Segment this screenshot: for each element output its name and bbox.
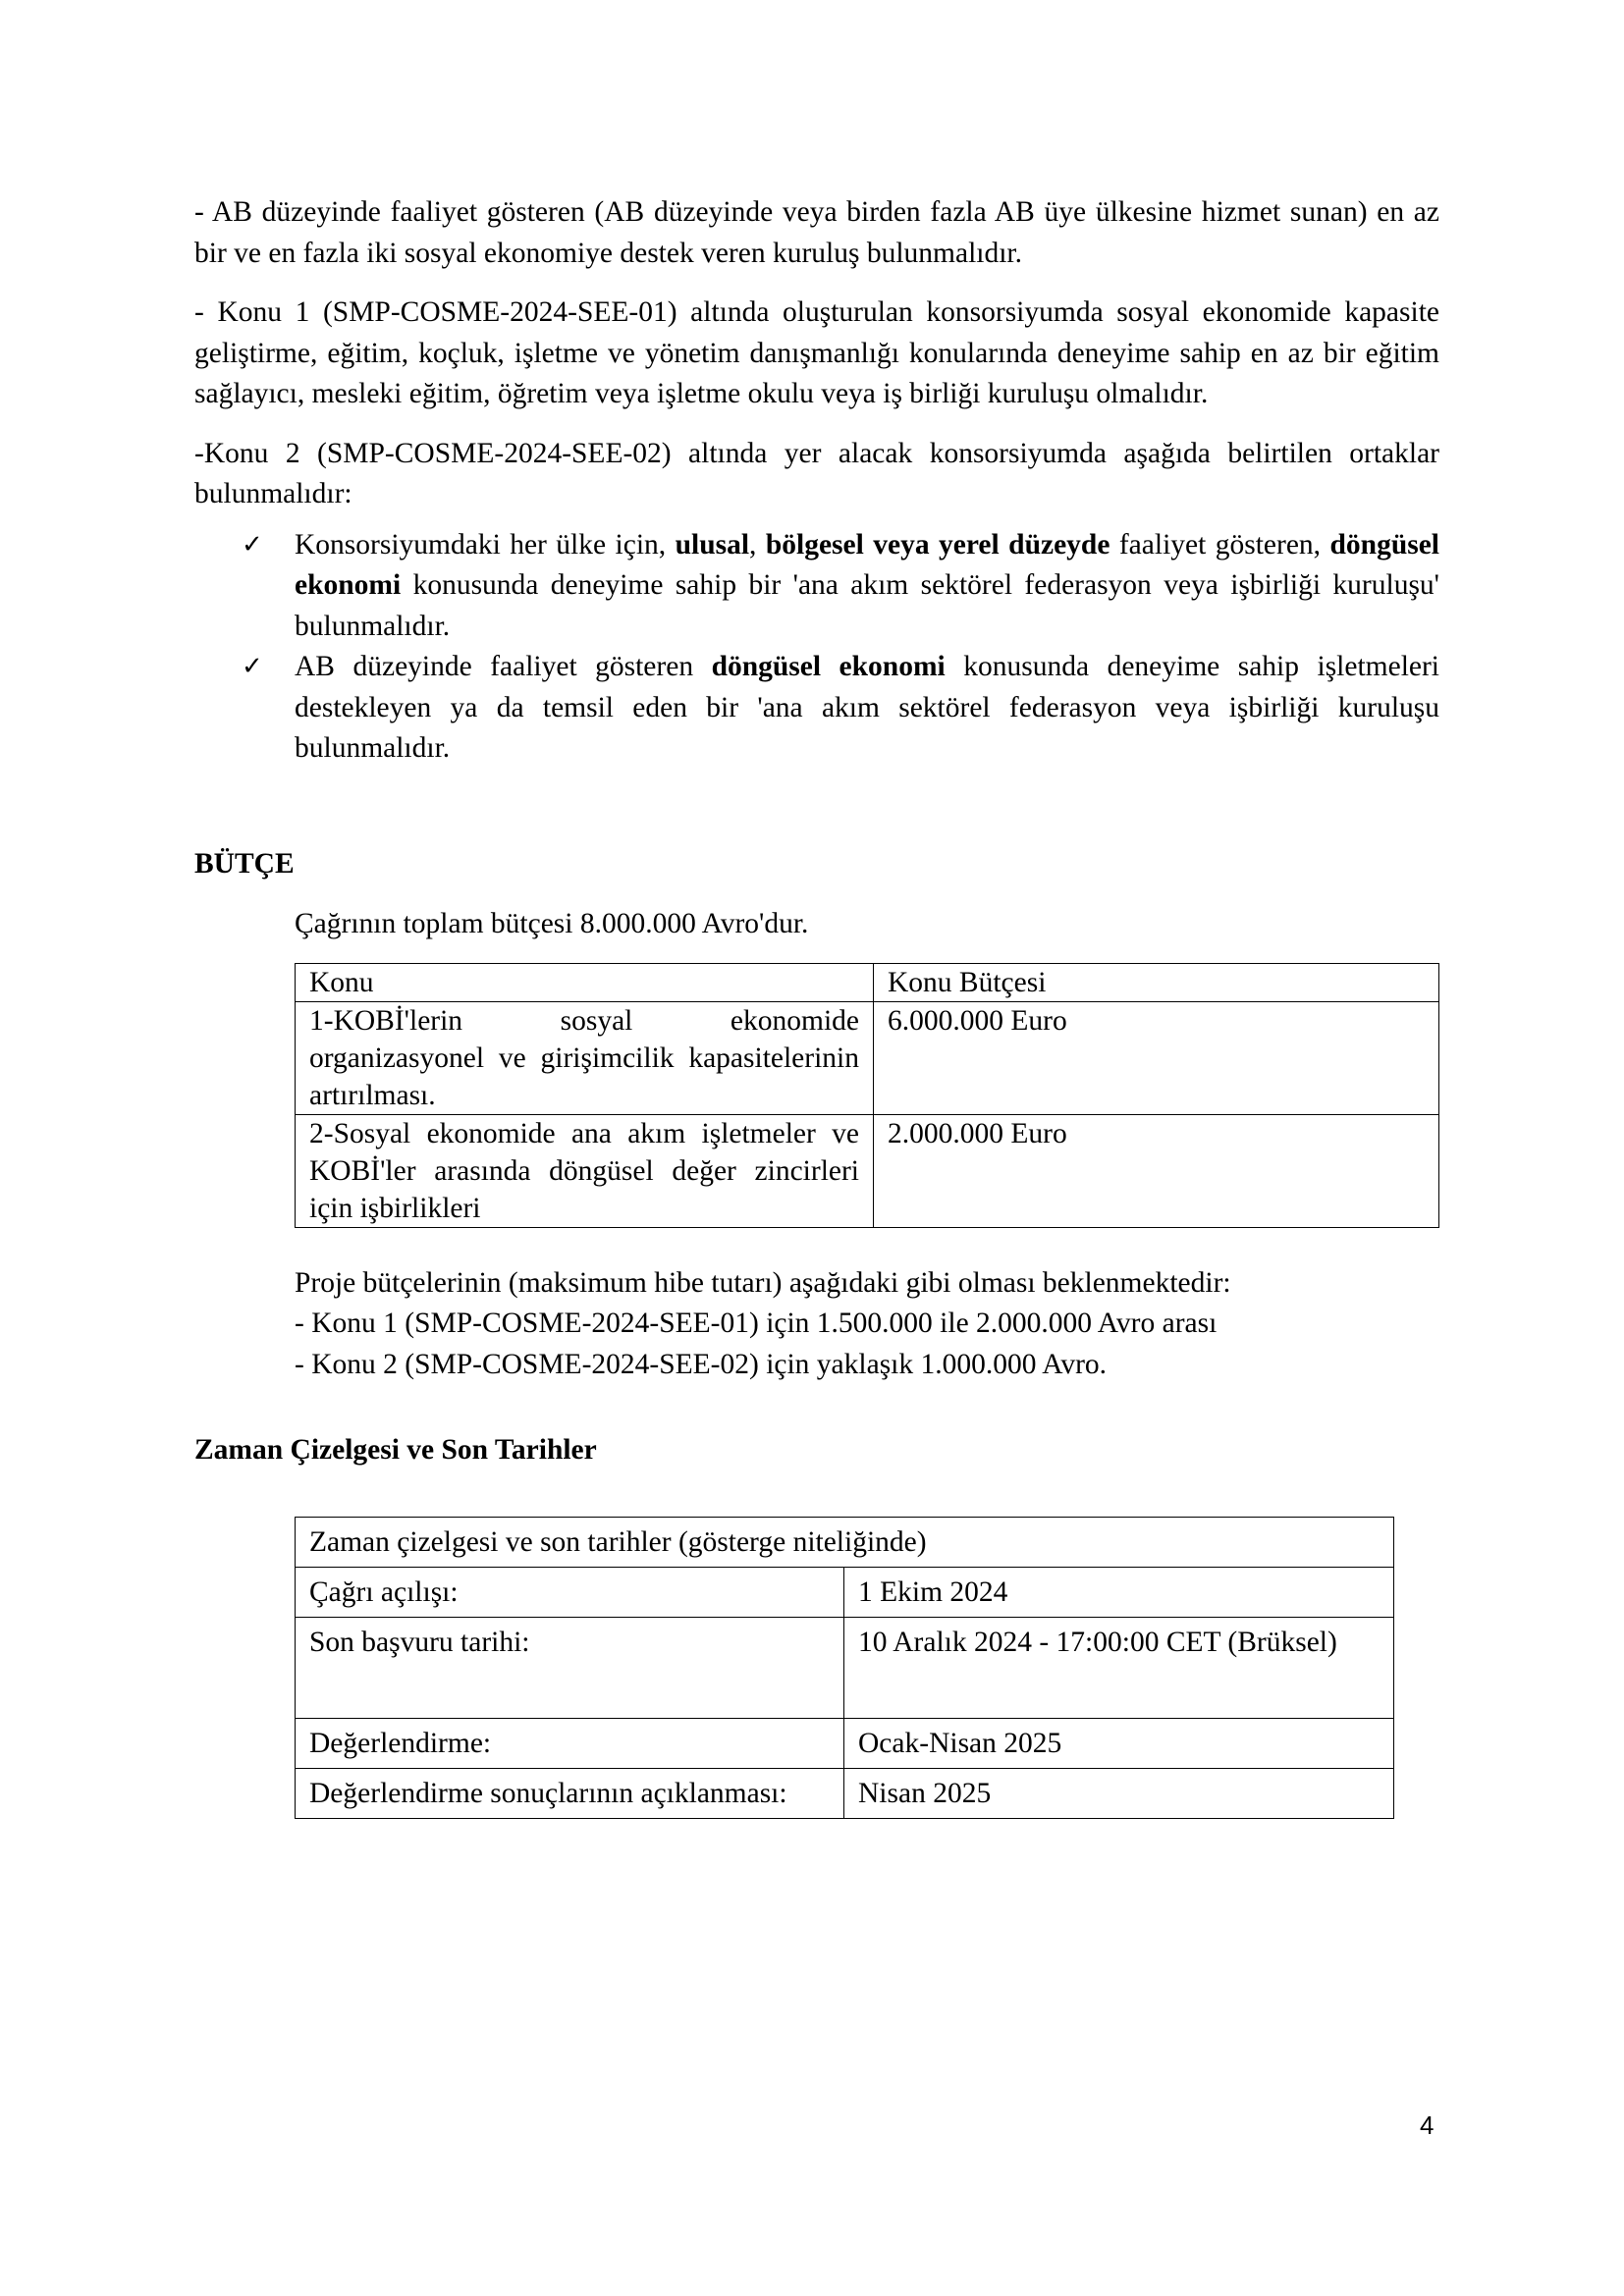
timeline-table bbox=[295, 1517, 1394, 1819]
page-number: 4 bbox=[1420, 2110, 1435, 2140]
budget-note: Proje bütçelerinin (maksimum hibe tutarı) aşağıdaki gibi olması beklenmektedir: bbox=[295, 1266, 1231, 1299]
table-row bbox=[296, 1114, 1439, 1227]
table-row bbox=[296, 1001, 1439, 1114]
budget-notes bbox=[194, 1263, 1439, 1386]
budget-table bbox=[295, 963, 1439, 1228]
partner-requirements-list bbox=[194, 525, 1439, 770]
table-cell: 1 Ekim 2024 bbox=[844, 1567, 1394, 1617]
budget-note: - Konu 2 (SMP-COSME-2024-SEE-02) için yaklaşık 1.000.000 Avro. bbox=[295, 1348, 1108, 1380]
table-cell: Nisan 2025 bbox=[844, 1768, 1394, 1818]
table-header-cell: Konu Bütçesi bbox=[874, 963, 1439, 1001]
table-cell: 1-KOBİ'lerin sosyal ekonomide organizasyonel ve girişimcilik kapasitelerinin artırılması. bbox=[296, 1001, 874, 1114]
table-header-cell: Zaman çizelgesi ve son tarihler (gösterge niteliğinde) bbox=[296, 1517, 1394, 1567]
budget-total-text: Çağrının toplam bütçesi 8.000.000 Avro'dur. bbox=[295, 908, 809, 939]
paragraph-topic-1-consortium: - Konu 1 (SMP-COSME-2024-SEE-01) altında oluşturulan konsorsiyumda sosyal ekonomide kapasite geliştirme, eğitim, koçluk, işletme ve yönetim danışmanlığı konularında deneyime sahip en az bir eğitim sağlayıcı, mesleki eğitim, öğretim veya işletme okulu veya iş birliği kuruluşu olmalıdır. bbox=[194, 296, 1439, 409]
table-cell: Değerlendirme sonuçlarının açıklanması: bbox=[296, 1768, 844, 1818]
table-cell: 2.000.000 Euro bbox=[874, 1114, 1439, 1227]
table-cell: 2-Sosyal ekonomide ana akım işletmeler ve KOBİ'ler arasında döngüsel değer zincirleri için işbirlikleri bbox=[296, 1114, 874, 1227]
paragraph-topic-2-consortium: -Konu 2 (SMP-COSME-2024-SEE-02) altında yer alacak konsorsiyumda aşağıda belirtilen ortaklar bulunmalıdır: bbox=[194, 437, 1439, 509]
checkmark-icon: ✓ bbox=[242, 652, 263, 681]
list-item: ✓ Konsorsiyumdaki her ülke için, ulusal, bölgesel veya yerel düzeyde faaliyet gösteren, döngüsel ekonomi konusunda deneyime sahip bir 'ana akım sektörel federasyon veya işbirliği kuruluşu' bulunmalıdır. bbox=[295, 525, 1439, 648]
table-cell: Ocak-Nisan 2025 bbox=[844, 1718, 1394, 1768]
table-header-row bbox=[296, 1517, 1394, 1567]
table-header-row bbox=[296, 963, 1439, 1001]
paragraph-eu-level-organization: - AB düzeyinde faaliyet gösteren (AB düzeyinde veya birden fazla AB üye ülkesine hizmet sunan) en az bir ve en fazla iki sosyal ekonomiye destek veren kuruluş bulunmalıdır. bbox=[194, 196, 1439, 269]
table-row bbox=[296, 1768, 1394, 1818]
table-cell: Son başvuru tarihi: bbox=[296, 1617, 844, 1718]
table-cell: 10 Aralık 2024 - 17:00:00 CET (Brüksel) bbox=[844, 1617, 1394, 1718]
budget-section-title: BÜTÇE bbox=[194, 847, 295, 880]
table-row bbox=[296, 1617, 1394, 1718]
timeline-section-title: Zaman Çizelgesi ve Son Tarihler bbox=[194, 1434, 597, 1466]
list-item: ✓ AB düzeyinde faaliyet gösteren döngüsel ekonomi konusunda deneyime sahip işletmeleri destekleyen ya da temsil eden bir 'ana akım sektörel federasyon veya işbirliği kuruluşu bulunmalıdır. bbox=[295, 647, 1439, 770]
page-content bbox=[194, 192, 1439, 1819]
table-row bbox=[296, 1567, 1394, 1617]
budget-note: - Konu 1 (SMP-COSME-2024-SEE-01) için 1.500.000 ile 2.000.000 Avro arası bbox=[295, 1308, 1218, 1339]
table-cell: 6.000.000 Euro bbox=[874, 1001, 1439, 1114]
table-row bbox=[296, 1718, 1394, 1768]
table-header-cell: Konu bbox=[296, 963, 874, 1001]
table-cell: Çağrı açılışı: bbox=[296, 1567, 844, 1617]
table-cell: Değerlendirme: bbox=[296, 1718, 844, 1768]
checkmark-icon: ✓ bbox=[242, 529, 263, 560]
